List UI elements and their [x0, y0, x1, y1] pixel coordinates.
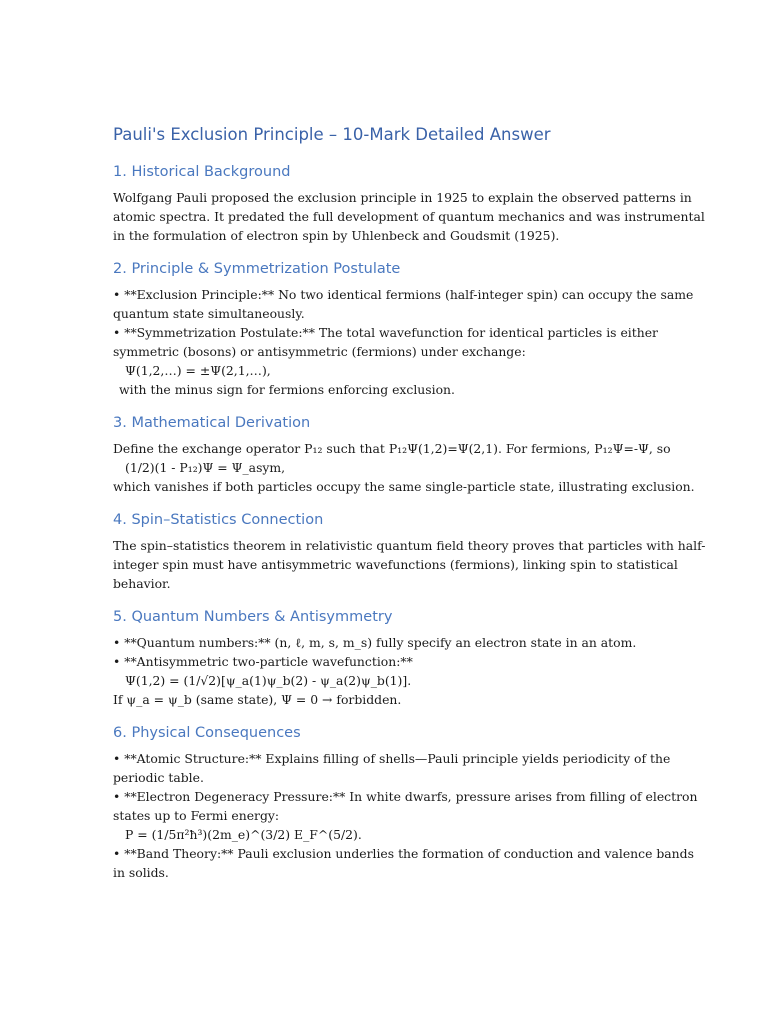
section-physical-consequences: [113, 723, 708, 882]
section-historical-background: [113, 162, 708, 245]
equation-line: P = (1/5π²ħ³)(2m_e)^(3/2) E_F^(5/2).: [125, 827, 362, 842]
text-line: Define the exchange operator P₁₂ such that P₁₂Ψ(1,2)=Ψ(2,1). For fermions, P₁₂Ψ=-Ψ, so: [113, 441, 671, 456]
section-quantum-numbers: [113, 607, 708, 709]
section-heading: 1. Historical Background: [113, 164, 291, 180]
bullet-item: • **Atomic Structure:** Explains filling of shells—Pauli principle yields periodicity of the periodic table.: [113, 751, 671, 785]
section-paragraph: Wolfgang Pauli proposed the exclusion principle in 1925 to explain the observed patterns in atomic spectra. It predated the full development of quantum mechanics and was instrumental in the formulation of electron spin by Uhlenbeck and Goudsmit (1925).: [113, 190, 705, 243]
section-heading: 6. Physical Consequences: [113, 725, 301, 741]
text-line: with the minus sign for fermions enforcing exclusion.: [119, 382, 455, 397]
bullet-item: • **Antisymmetric two-particle wavefunction:**: [113, 654, 413, 669]
equation-line: Ψ(1,2) = (1/√2)[ψ_a(1)ψ_b(2) - ψ_a(2)ψ_b(1)].: [125, 673, 412, 688]
bullet-item: • **Exclusion Principle:** No two identical fermions (half-integer spin) can occupy the same quantum state simultaneously.: [113, 287, 694, 321]
section-mathematical-derivation: [113, 413, 708, 496]
text-line: If ψ_a = ψ_b (same state), Ψ = 0 → forbidden.: [113, 692, 402, 707]
equation-line: Ψ(1,2,…) = ±Ψ(2,1,…),: [125, 363, 271, 378]
bullet-item: • **Electron Degeneracy Pressure:** In white dwarfs, pressure arises from filling of electron states up to Fermi energy:: [113, 789, 698, 823]
equation-line: (1/2)(1 - P₁₂)Ψ = Ψ_asym,: [125, 460, 286, 475]
bullet-item: • **Quantum numbers:** (n, ℓ, m, s, m_s) fully specify an electron state in an atom.: [113, 635, 637, 650]
section-heading: 4. Spin–Statistics Connection: [113, 512, 324, 528]
section-principle-symmetrization: [113, 259, 708, 399]
section-paragraph: The spin–statistics theorem in relativistic quantum field theory proves that particles with half-integer spin must have antisymmetric wavefunctions (fermions), linking spin to statistical behavior.: [113, 538, 706, 591]
bullet-item: • **Band Theory:** Pauli exclusion underlies the formation of conduction and valence bands in solids.: [113, 846, 694, 880]
document-title: Pauli's Exclusion Principle – 10-Mark Detailed Answer: [113, 125, 551, 144]
section-heading: 5. Quantum Numbers & Antisymmetry: [113, 609, 393, 625]
section-heading: 3. Mathematical Derivation: [113, 415, 311, 431]
bullet-item: • **Symmetrization Postulate:** The total wavefunction for identical particles is either symmetric (bosons) or antisymmetric (fermions) under exchange:: [113, 325, 658, 359]
section-heading: 2. Principle & Symmetrization Postulate: [113, 261, 401, 277]
section-spin-statistics: [113, 510, 708, 593]
text-line: which vanishes if both particles occupy the same single-particle state, illustrating exclusion.: [113, 479, 695, 494]
